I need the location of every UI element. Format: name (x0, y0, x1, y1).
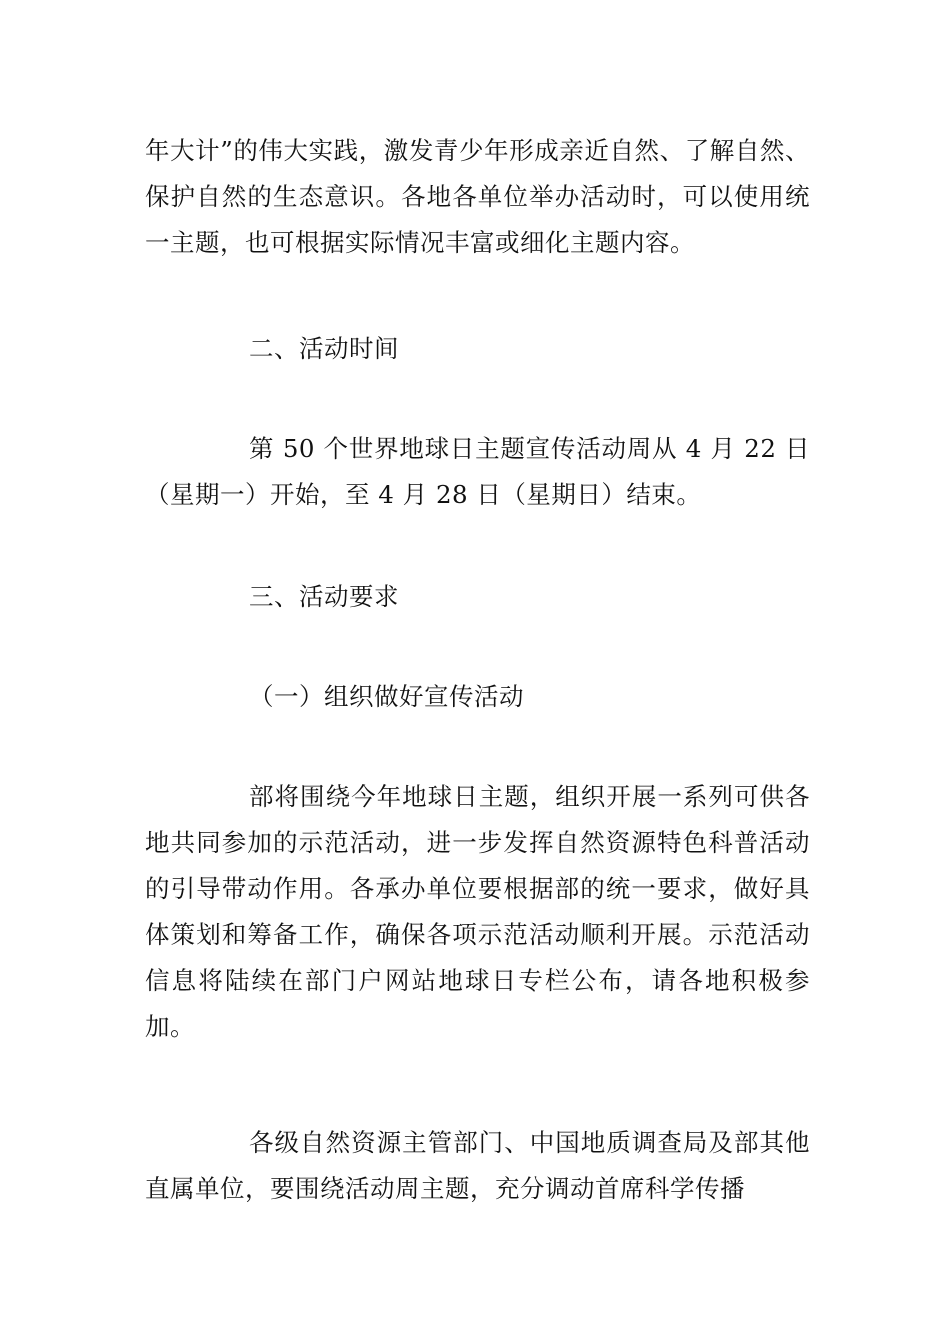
paragraph-activity-time: 第 50 个世界地球日主题宣传活动周从 4 月 22 日（星期一）开始，至 4 月 28 日（星期日）结束。 (145, 434, 810, 509)
section-heading-activity-requirements: 三、活动要求 (249, 582, 399, 611)
paragraph-departments-participation: 各级自然资源主管部门、中国地质调查局及部其他直属单位，要围绕活动周主题，充分调动首席科学传播 (145, 1128, 810, 1203)
section-heading-activity-time: 二、活动时间 (249, 334, 399, 363)
paragraph-demonstration-activities: 部将围绕今年地球日主题，组织开展一系列可供各地共同参加的示范活动，进一步发挥自然资源特色科普活动的引导带动作用。各承办单位要根据部的统一要求，做好具体策划和筹备工作，确保各项示范活动顺利开展。示范活动信息将陆续在部门户网站地球日专栏公布，请各地积极参加。 (145, 782, 810, 1041)
paragraph-theme-continuation: 年大计”的伟大实践，激发青少年形成亲近自然、了解自然、保护自然的生态意识。各地各单位举办活动时，可以使用统一主题，也可根据实际情况丰富或细化主题内容。 (145, 136, 810, 257)
subsection-heading-organize-publicity: （一）组织做好宣传活动 (249, 682, 524, 711)
